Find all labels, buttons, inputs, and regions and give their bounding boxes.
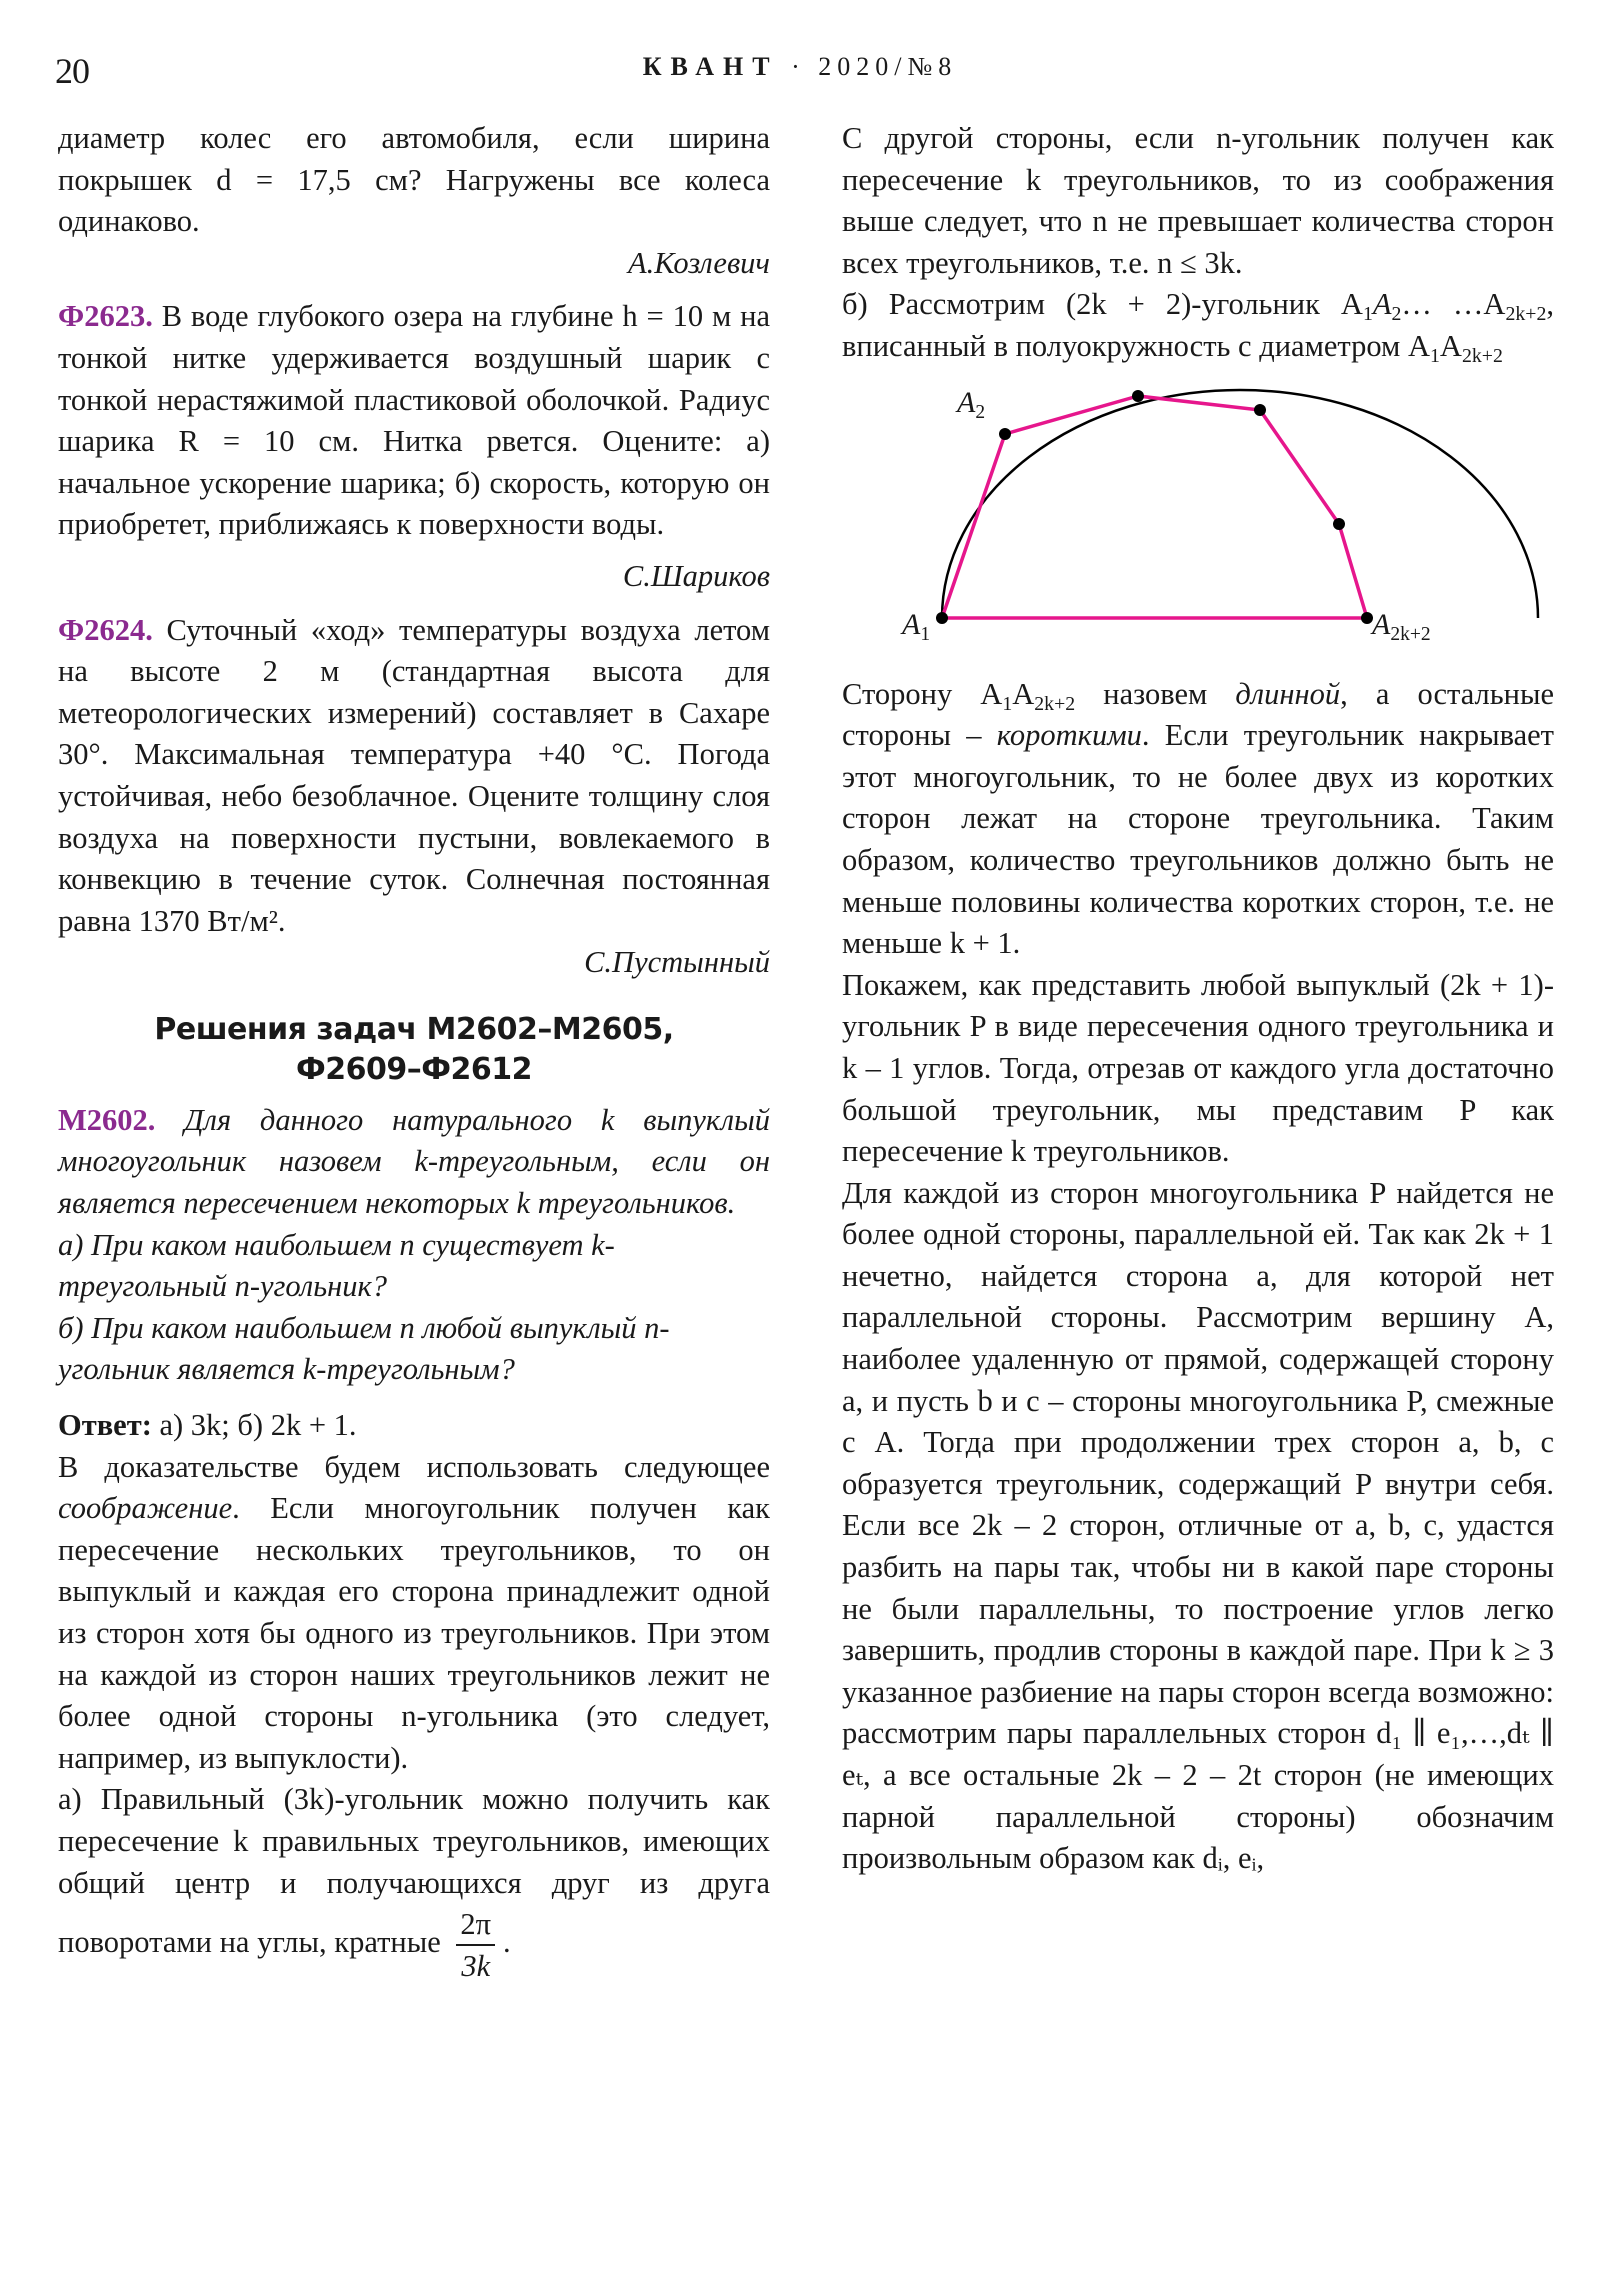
- problem-author: С.Шариков: [622, 558, 770, 593]
- right-paragraph-2: [842, 284, 1554, 367]
- para-text: , вписанный в полуокружность с диаметром A: [842, 287, 1554, 363]
- para-text: . Если многоугольник получен как пересечение нескольких треугольников, то он выпуклый и каждая его сторона принадлежит одной из сторон хотя бы одного из треугольников. При этом на каждой из сторон наших треугольников лежит не более одной стороны n-угольника (это следует, например, из выпуклости).: [58, 1491, 770, 1775]
- right-paragraph-3: [842, 674, 1554, 965]
- para-text: а) Правильный (3k)-угольник можно получить как пересечение k правильных треугольников, имеющих общий центр и получающихся друг из друга поворотами на углы, кратные: [58, 1782, 770, 1960]
- statement-text: Для данного натурального k выпуклый многоугольник назовем k-треугольным, если он является пересечением некоторых k треугольников.: [58, 1102, 770, 1221]
- para-text: A: [1012, 676, 1035, 711]
- section-title-line2: Ф2609–Ф2612: [296, 1051, 532, 1087]
- problem-text: В воде глубокого озера на глубине h = 10 м на тонкой нитке удерживается воздушный шарик с тонкой нерастяжимой пластиковой оболочкой. Радиус шарика R = 10 см. Нитка рвется. Оцените: а) начальное ускорение шарика; б) скорость, которую он приобретет, приближаясь к поверхности воды.: [58, 299, 770, 542]
- problem-number: Ф2623.: [58, 299, 153, 334]
- label-a1: $A_1$: [902, 607, 931, 645]
- running-head: [0, 52, 1600, 82]
- right-paragraph-1: С другой стороны, если n-угольник получен как пересечение k треугольников, то из соображения выше следует, что n не превышает количества сторон всех треугольников, т.е. n ≤ 3k.: [842, 121, 1554, 280]
- magazine-title: КВАНТ: [642, 52, 779, 81]
- para-text: … …A: [1401, 287, 1506, 322]
- fraction-denominator: 3k: [461, 1949, 491, 1984]
- issue-number: 2020/№8: [818, 52, 958, 81]
- problem-f2624: [58, 610, 770, 943]
- fraction-numerator: 2π: [456, 1904, 495, 1946]
- question-b: б) При каком наибольшем n любой выпуклый n-угольник является k-треугольным?: [58, 1310, 670, 1387]
- right-paragraph-5: Для каждой из сторон многоугольника P найдется не более одной стороны, параллельной ей. Так как 2k + 1 нечетно, найдется сторона a, для которой нет параллельной стороны. Рассмотрим вершину A, наиболее удаленную от прямой, содержащей сторону a, и пусть b и c – стороны многоугольника P, смежные с A. Тогда при продолжении трех сторон a, b, c образуется треугольник, содержащий P внутри себя. Если все 2k – 2 сторон, отличные от a, b, c, удастся разбить на пары так, чтобы ни в какой паре стороны не были параллельны, то построение углов легко завершить, продлив стороны в каждой паре. При k ≥ 3 указанное разбиение на пары сторон всегда возможно: рассмотрим пары параллельных сторон d₁ ∥ e₁,…,dₜ ∥ eₜ, а все остальные 2k – 2 – 2t сторон (не имеющих парной параллельной стороны) обозначим произвольным образом как dᵢ, eᵢ,: [842, 1175, 1554, 1876]
- subscript: 1: [1002, 692, 1013, 715]
- problem-number: Ф2624.: [58, 612, 153, 647]
- section-title: [58, 1010, 770, 1090]
- fraction: [456, 1904, 495, 1986]
- para-italic: короткими: [996, 718, 1142, 753]
- right-paragraph-4: Покажем, как представить любой выпуклый (2k + 1)-угольник P в виде пересечения одного треугольника и k – 1 углов. Тогда, отрезав от каждого угла достаточно большой треугольник, мы представим P как пересечение k треугольников.: [842, 967, 1554, 1169]
- answer-text: а) 3k; б) 2k + 1.: [159, 1408, 357, 1443]
- problem-text: Суточный «ход» температуры воздуха летом на высоте 2 м (стандартная высота для метеорологических измерений) составляет в Сахаре 30°. Максимальная температура +40 °С. Погода устойчивая, небо безоблачное. Оцените толщину слоя воздуха на поверхности пустыни, вовлекаемого в конвекцию в течение суток. Солнечная постоянная равна 1370 Вт/м².: [58, 612, 771, 938]
- subscript: 2k+2: [1505, 303, 1547, 326]
- solution-paragraph-2: [58, 1779, 770, 1986]
- page-number: 20: [55, 51, 89, 91]
- solution-statement: [58, 1100, 770, 1225]
- subscript: 2k+2: [1461, 344, 1503, 367]
- subscript: 2: [1391, 303, 1402, 326]
- problem-author: С.Пустынный: [584, 945, 770, 980]
- subscript: 1: [1430, 344, 1440, 367]
- para-text: назовем: [1075, 676, 1236, 711]
- semicircle-arc: [942, 390, 1538, 618]
- question-a: а) При каком наибольшем n существует k-треугольный n-угольник?: [58, 1227, 615, 1304]
- subscript: 2k+2: [1034, 692, 1076, 715]
- answer-label: Ответ:: [58, 1408, 152, 1443]
- para-text: , а остальные стороны –: [842, 676, 1554, 753]
- answer: [58, 1405, 770, 1447]
- subscript: 1: [1362, 303, 1373, 326]
- right-column: [842, 118, 1554, 1880]
- para-text: б) Рассмотрим (2k + 2)-угольник A: [842, 287, 1363, 322]
- para-text: .: [503, 1925, 511, 1960]
- solution-paragraph-1: [58, 1447, 770, 1780]
- para-italic: длинной: [1235, 676, 1341, 711]
- para-text: . Если треугольник накрывает этот многоугольник, то не более двух из коротких сторон лежат на стороне треугольника. Таким образом, количество треугольников должно быть не меньше половины количества коротких сторон, т.е. не меньше k + 1.: [842, 718, 1555, 961]
- label-a2: $A_2$: [957, 385, 986, 423]
- para-text: A: [1439, 328, 1462, 363]
- figure-diagram: [842, 372, 1554, 672]
- label-a2k2: $A_{2k+2}$: [1372, 607, 1431, 645]
- para-text: Сторону A: [842, 676, 1003, 711]
- semicircle-polygon-figure: [842, 372, 1554, 672]
- section-title-line1: Решения задач М2602–М2605,: [154, 1011, 674, 1047]
- para-text: В доказательстве будем использовать следующее: [58, 1449, 770, 1484]
- intro-text: диаметр колес его автомобиля, если ширина покрышек d = 17,5 см? Нагружены все колеса одинаково.: [58, 121, 770, 239]
- vertex-dots: [936, 390, 1373, 624]
- solution-number: М2602.: [58, 1102, 156, 1137]
- left-column: [58, 118, 770, 1986]
- para-text: A: [1372, 287, 1392, 322]
- para-italic: соображение: [58, 1491, 233, 1526]
- header-separator: ·: [791, 52, 806, 81]
- intro-author: А.Козлевич: [628, 245, 770, 280]
- problem-f2623: [58, 296, 770, 546]
